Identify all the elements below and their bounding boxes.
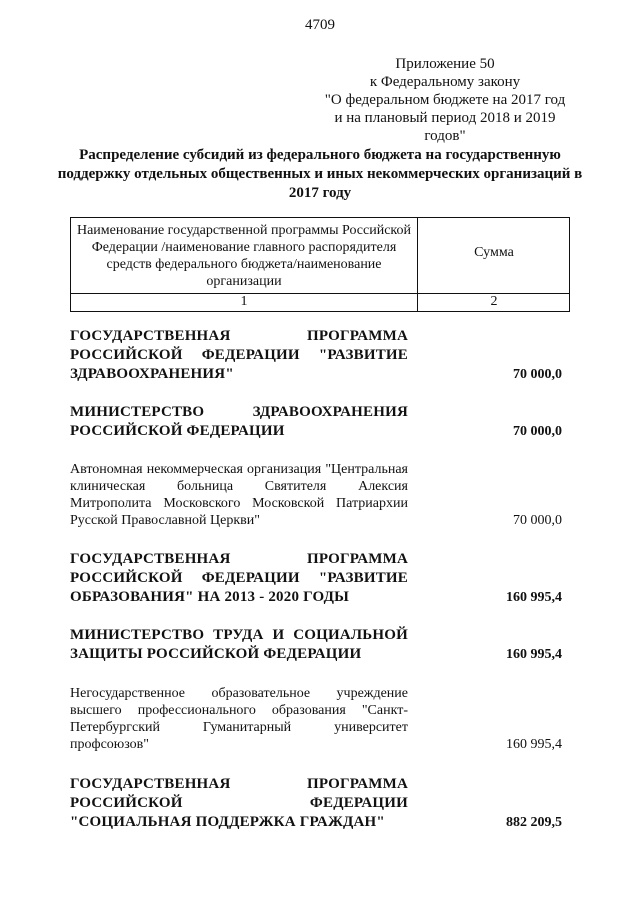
row-name: МИНИСТЕРСТВО ТРУДА И СОЦИАЛЬНОЙ ЗАЩИТЫ РОССИЙСКОЙ ФЕДЕРАЦИИ xyxy=(70,627,408,662)
column-number-1: 1 xyxy=(240,294,248,309)
document-title: Распределение субсидий из федерального бюджета на государственную поддержку отдельных общественных и иных некоммерческих организаций в 2017 году xyxy=(57,147,583,201)
table-row-organization xyxy=(70,685,570,753)
table-header xyxy=(70,217,570,312)
row-name: ГОСУДАРСТВЕННАЯ ПРОГРАММА РОССИЙСКОЙ ФЕДЕРАЦИИ "СОЦИАЛЬНАЯ ПОДДЕРЖКА ГРАЖДАН" xyxy=(70,776,408,830)
row-name: ГОСУДАРСТВЕННАЯ ПРОГРАММА РОССИЙСКОЙ ФЕДЕРАЦИИ "РАЗВИТИЕ ОБРАЗОВАНИЯ" НА 2013 - 2020 ГОДЫ xyxy=(70,551,408,605)
column-header-name: Наименование государственной программы Российской Федерации /наименование главного распорядителя средств федерального бюджета/наименование организации xyxy=(76,223,412,289)
row-amount: 70 000,0 xyxy=(513,367,562,382)
row-amount: 70 000,0 xyxy=(513,424,562,439)
appendix-line: годов" xyxy=(424,128,466,144)
appendix-line: "О федеральном бюджете на 2017 год xyxy=(324,92,566,108)
row-name: Автономная некоммерческая организация "Центральная клиническая больница Святителя Алексия Митрополита Московского Московской Патриархии Русской Православной Церкви" xyxy=(70,462,408,528)
table-row-ministry xyxy=(70,626,570,664)
table-row-ministry xyxy=(70,403,570,441)
table-row-program xyxy=(70,550,570,607)
row-name: МИНИСТЕРСТВО ЗДРАВООХРАНЕНИЯ РОССИЙСКОЙ ФЕДЕРАЦИИ xyxy=(70,404,408,439)
row-amount: 160 995,4 xyxy=(506,647,562,662)
row-amount: 882 209,5 xyxy=(506,815,562,830)
table-row-organization xyxy=(70,461,570,529)
row-amount: 160 995,4 xyxy=(506,737,562,752)
appendix-line: и на плановый период 2018 и 2019 xyxy=(334,110,556,126)
appendix-block xyxy=(310,55,580,145)
appendix-line: Приложение 50 xyxy=(395,56,495,72)
row-amount: 160 995,4 xyxy=(506,590,562,605)
row-amount: 70 000,0 xyxy=(513,513,562,528)
row-name: ГОСУДАРСТВЕННАЯ ПРОГРАММА РОССИЙСКОЙ ФЕДЕРАЦИИ "РАЗВИТИЕ ЗДРАВООХРАНЕНИЯ" xyxy=(70,328,408,382)
column-header-sum: Сумма xyxy=(474,245,514,260)
appendix-line: к Федеральному закону xyxy=(369,74,521,90)
column-number-2: 2 xyxy=(490,294,498,309)
row-name: Негосударственное образовательное учреждение высшего профессионального образования "Санкт-Петербургский Гуманитарный университет профсоюзов" xyxy=(70,686,408,752)
table-row-program xyxy=(70,327,570,384)
page-number: 4709 xyxy=(305,17,335,33)
table-row-program xyxy=(70,775,570,832)
